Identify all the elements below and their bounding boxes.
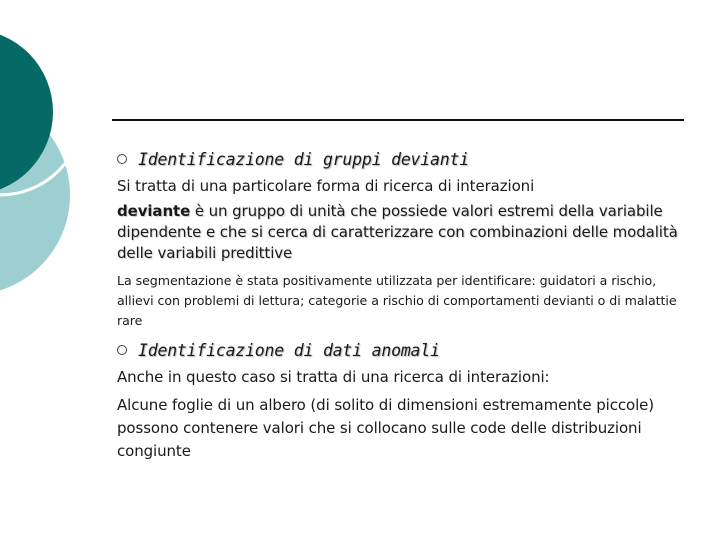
section1-heading: Identificazione di gruppi devianti <box>138 149 469 169</box>
slide-body <box>117 146 687 463</box>
deviante-term: deviante <box>117 202 191 220</box>
section1-heading-row <box>117 146 687 172</box>
section1-note: La segmentazione è stata positivamente utilizzata per identificare: guidatori a rischio, allievi con problemi di lettura; categorie a rischio di comportamenti devianti o di malattie rare <box>117 273 677 328</box>
section1-paragraph2-text: è un gruppo di unità che possiede valori estremi della variabile dipendente e che si cerca di caratterizzare con combinazioni delle modalità delle variabili predittive <box>117 202 678 262</box>
decorative-circles <box>0 0 80 300</box>
section2-heading: Identificazione di dati anomali <box>138 340 440 360</box>
section2-paragraph1: Anche in questo caso si tratta di una ricerca di interazioni: <box>117 368 550 386</box>
section1-paragraph1: Si tratta di una particolare forma di ricerca di interazioni <box>117 177 535 195</box>
section2-heading-row <box>117 337 687 363</box>
title-divider <box>112 119 684 121</box>
hollow-bullet-icon <box>117 345 127 355</box>
section1-paragraph2 <box>117 201 687 264</box>
hollow-bullet-icon <box>117 154 127 164</box>
section2-paragraph2: Alcune foglie di un albero (di solito di dimensioni estremamente piccole) possono contenere valori che si collocano sulle code delle distribuzioni congiunte <box>117 396 655 460</box>
